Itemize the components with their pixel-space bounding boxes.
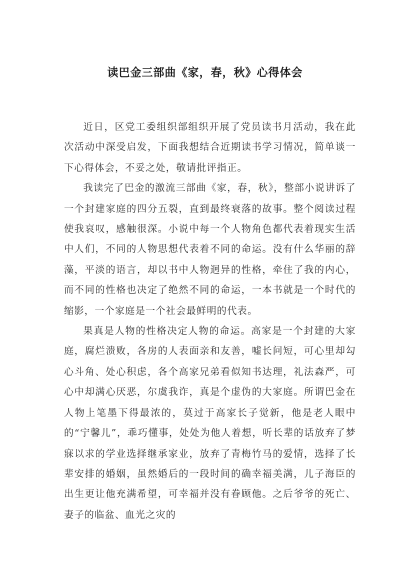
paragraph: 果真是人物的性格决定人物的命运。高家是一个封建的大家庭，腐烂溃败，各房的人表面亲和友善，嘘长问短，可心里却勾心斗角、处心积虑，各个高家兄弟看似知书达理，礼法森严，可心中却满心厌恶，尔虞我诈，真是个虚伪的大家庭。所谓巴金在人物上笔墨下得最浓的，莫过于高家长子觉新，他是老人眼中的“宁馨儿”，乖巧懂事，处处为他人着想，听长辈的话放弃了梦寐以求的学业选择继承家业，放弃了青梅竹马的爱情，选择了长辈安排的婚姻，虽然婚后的一段时间的确幸福美满，儿子海臣的出生更让他充满希望，可幸福并没有眷顾他。之后爷爷的死亡、妻子的临盆、血光之灾的 — [64, 326, 356, 521]
document-title: 读巴金三部曲《家，春，秋》心得体会 — [107, 66, 303, 79]
document-body — [64, 118, 356, 526]
paragraph: 近日，区党工委组织部组织开展了党员读书月活动，我在此次活动中深受启发，下面我想结合近期读书学习情况，简单谈一下心得体会，不妥之处，敬请批评指正。 — [64, 122, 356, 174]
paragraph: 我读完了巴金的激流三部曲《家，春，秋》，整部小说讲诉了一个封建家庭的四分五裂，直到最终衰落的故事。整个阅读过程使我哀叹，感触很深。小说中每一个人物角色都代表着现实生活中人们，不同的人物思想代表着不同的命运。没有什么华丽的辞藻，平淡的语言，却以书中人物迥异的性格，牵住了我的内心，而不同的性格也决定了绝然不同的命运，一本书就是一个时代的缩影，一个家庭是一个社会最鲜明的代表。 — [64, 183, 356, 317]
